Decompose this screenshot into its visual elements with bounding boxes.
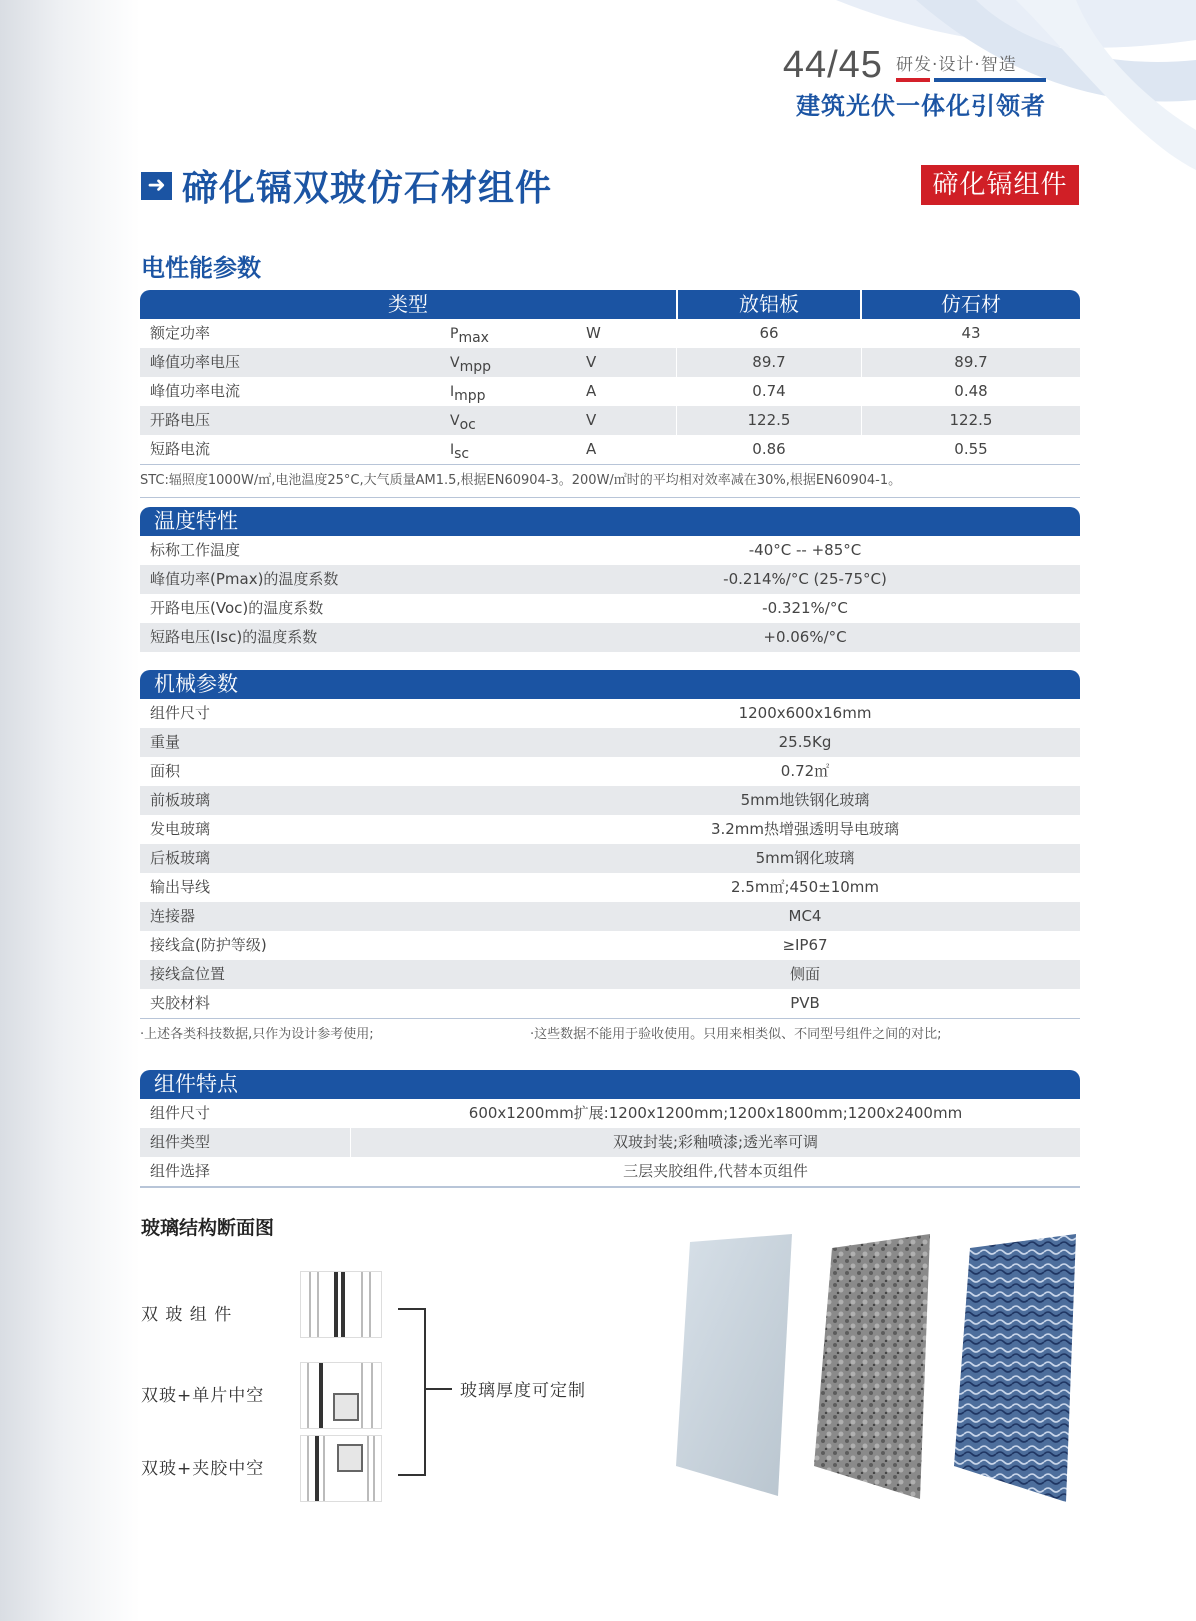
electrical-table-header bbox=[140, 290, 1080, 319]
param-value: 5mm钢化玻璃 bbox=[755, 849, 855, 867]
param-name: 标称工作温度 bbox=[150, 541, 241, 559]
brand-slogan: 建筑光伏一体化引领者 bbox=[796, 92, 1046, 120]
param-symbol bbox=[450, 435, 586, 464]
table-row bbox=[140, 319, 1080, 348]
table-row bbox=[140, 435, 1080, 464]
electrical-section-title: 电性能参数 bbox=[141, 254, 261, 282]
category-badge: 碲化镉组件 bbox=[921, 165, 1079, 205]
table-row bbox=[140, 348, 1080, 377]
param-unit: A bbox=[586, 382, 597, 400]
temperature-section-title: 温度特性 bbox=[140, 507, 1080, 536]
column-header-aluminum: 放铝板 bbox=[676, 290, 860, 319]
table-row bbox=[140, 699, 1080, 728]
param-value: ≥IP67 bbox=[782, 936, 828, 954]
electrical-table bbox=[140, 290, 1080, 498]
symbol-letter: P bbox=[450, 326, 459, 342]
column-header-stone: 仿石材 bbox=[860, 290, 1080, 319]
param-name: 组件类型 bbox=[150, 1133, 211, 1151]
param-name: 峰值功率(Pmax)的温度系数 bbox=[150, 570, 339, 588]
param-name: 面积 bbox=[150, 762, 181, 780]
mechanical-note-right: ·这些数据不能用于验收使用。只用来相类似、不同型号组件之间的对比; bbox=[530, 1027, 942, 1042]
param-value: -0.214%/°C (25-75°C) bbox=[723, 570, 887, 588]
symbol-subscript: max bbox=[458, 330, 489, 346]
symbol-letter: V bbox=[450, 413, 460, 429]
table-row bbox=[140, 931, 1080, 960]
param-symbol bbox=[450, 406, 586, 435]
param-unit: W bbox=[586, 324, 601, 342]
table-row bbox=[140, 594, 1080, 623]
param-name: 组件尺寸 bbox=[150, 704, 211, 722]
mechanical-notes bbox=[140, 1018, 1080, 1050]
param-value: 0.72㎡ bbox=[780, 762, 830, 780]
param-value: +0.06%/°C bbox=[763, 628, 847, 646]
param-value: PVB bbox=[790, 994, 820, 1012]
param-name: 后板玻璃 bbox=[150, 849, 211, 867]
value-stone: 0.48 bbox=[861, 377, 1080, 406]
param-name: 组件选择 bbox=[150, 1162, 211, 1180]
param-value: 三层夹胶组件,代替本页组件 bbox=[350, 1157, 1080, 1186]
param-name: 夹胶材料 bbox=[150, 994, 211, 1012]
column-header-type: 类型 bbox=[388, 292, 428, 316]
param-name: 接线盒(防护等级) bbox=[150, 936, 267, 954]
cross-section-laminated-hollow bbox=[300, 1435, 382, 1502]
temperature-table bbox=[140, 507, 1080, 652]
param-name: 开路电压 bbox=[150, 411, 211, 429]
table-row bbox=[140, 565, 1080, 594]
table-row bbox=[140, 536, 1080, 565]
table-row bbox=[140, 873, 1080, 902]
value-aluminum: 122.5 bbox=[676, 406, 861, 435]
param-name: 输出导线 bbox=[150, 878, 211, 896]
param-unit: A bbox=[586, 440, 597, 458]
label-double-glass-laminated-hollow: 双玻+夹胶中空 bbox=[141, 1459, 265, 1479]
panel-granite-grey bbox=[808, 1234, 938, 1504]
features-table bbox=[140, 1070, 1080, 1188]
param-name: 峰值功率电流 bbox=[150, 382, 241, 400]
value-stone: 43 bbox=[861, 319, 1080, 348]
value-aluminum: 0.86 bbox=[676, 435, 861, 464]
table-row bbox=[140, 844, 1080, 873]
param-value: 2.5m㎡;450±10mm bbox=[730, 878, 880, 896]
page-title: 碲化镉双玻仿石材组件 bbox=[182, 168, 553, 209]
symbol-subscript: oc bbox=[459, 417, 476, 433]
stc-note: STC:辐照度1000W/㎡,电池温度25°C,大气质量AM1.5,根据EN60904-3。200W/㎡时的平均相对效率减在30%,根据EN60904-1。 bbox=[140, 464, 1080, 498]
table-row bbox=[140, 728, 1080, 757]
symbol-subscript: sc bbox=[454, 446, 470, 462]
param-value: 5mm地铁钢化玻璃 bbox=[740, 791, 870, 809]
param-name: 短路电流 bbox=[150, 440, 211, 458]
param-value: 双玻封装;彩釉喷漆;透光率可调 bbox=[350, 1128, 1080, 1157]
cross-section-double-glass bbox=[300, 1271, 382, 1338]
symbol-letter: I bbox=[450, 384, 455, 400]
param-value: 1200x600x16mm bbox=[738, 704, 872, 722]
bracket-tick bbox=[424, 1388, 452, 1390]
param-name: 重量 bbox=[150, 733, 181, 751]
value-stone: 122.5 bbox=[861, 406, 1080, 435]
table-row bbox=[140, 377, 1080, 406]
table-row bbox=[140, 902, 1080, 931]
cross-section-single-hollow bbox=[300, 1362, 382, 1429]
table-row bbox=[140, 1099, 1080, 1128]
param-name: 发电玻璃 bbox=[150, 820, 211, 838]
value-aluminum: 66 bbox=[676, 319, 861, 348]
param-value: 600x1200mm扩展:1200x1200mm;1200x1800mm;1200x2400mm bbox=[350, 1099, 1080, 1128]
panel-blue-stone bbox=[948, 1234, 1078, 1504]
panel-plain-grey bbox=[670, 1234, 800, 1504]
table-row bbox=[140, 1128, 1080, 1157]
param-value: 25.5Kg bbox=[778, 733, 832, 751]
label-double-glass: 双 玻 组 件 bbox=[141, 1305, 233, 1325]
value-stone: 89.7 bbox=[861, 348, 1080, 377]
value-aluminum: 0.74 bbox=[676, 377, 861, 406]
table-row bbox=[140, 757, 1080, 786]
mechanical-note-left: ·上述各类科技数据,只作为设计参考使用; bbox=[140, 1027, 374, 1042]
tagline-underline bbox=[896, 78, 1046, 82]
param-name: 峰值功率电压 bbox=[150, 353, 241, 371]
tagline: 研发·设计·智造 bbox=[896, 55, 1017, 75]
table-row bbox=[140, 815, 1080, 844]
param-name: 连接器 bbox=[150, 907, 196, 925]
value-aluminum: 89.7 bbox=[676, 348, 861, 377]
param-name: 接线盒位置 bbox=[150, 965, 226, 983]
param-name: 组件尺寸 bbox=[150, 1104, 211, 1122]
bracket-label: 玻璃厚度可定制 bbox=[460, 1381, 586, 1401]
arrow-right-icon: ➜ bbox=[141, 172, 172, 200]
param-value: -40°C -- +85°C bbox=[748, 541, 862, 559]
symbol-letter: I bbox=[450, 442, 455, 458]
symbol-letter: V bbox=[450, 355, 460, 371]
param-symbol bbox=[450, 319, 586, 348]
mechanical-table bbox=[140, 670, 1080, 1050]
param-symbol bbox=[450, 348, 586, 377]
label-double-glass-single-hollow: 双玻+单片中空 bbox=[141, 1386, 265, 1406]
page-header bbox=[783, 44, 1046, 87]
symbol-subscript: mpp bbox=[459, 359, 491, 375]
param-symbol bbox=[450, 377, 586, 406]
param-name: 额定功率 bbox=[150, 324, 211, 342]
table-row bbox=[140, 406, 1080, 435]
param-value: -0.321%/°C bbox=[762, 599, 848, 617]
mechanical-section-title: 机械参数 bbox=[140, 670, 1080, 699]
value-stone: 0.55 bbox=[861, 435, 1080, 464]
param-unit: V bbox=[586, 353, 597, 371]
page-number: 44/45 bbox=[782, 44, 883, 86]
tagline-block bbox=[896, 50, 1046, 82]
param-name: 开路电压(Voc)的温度系数 bbox=[150, 599, 324, 617]
table-row bbox=[140, 623, 1080, 652]
title-row bbox=[141, 160, 552, 211]
param-name: 前板玻璃 bbox=[150, 791, 211, 809]
param-value: 侧面 bbox=[789, 965, 820, 983]
param-value: 3.2mm热增强透明导电玻璃 bbox=[710, 820, 900, 838]
symbol-subscript: mpp bbox=[454, 388, 486, 404]
param-value: MC4 bbox=[788, 907, 822, 925]
table-row bbox=[140, 960, 1080, 989]
param-name: 短路电压(Isc)的温度系数 bbox=[150, 628, 318, 646]
table-row bbox=[140, 989, 1080, 1018]
param-unit: V bbox=[586, 411, 597, 429]
table-row bbox=[140, 1157, 1080, 1186]
features-section-title: 组件特点 bbox=[140, 1070, 1080, 1099]
diagram-title: 玻璃结构断面图 bbox=[141, 1217, 275, 1239]
bracket-line bbox=[398, 1308, 426, 1476]
table-row bbox=[140, 786, 1080, 815]
